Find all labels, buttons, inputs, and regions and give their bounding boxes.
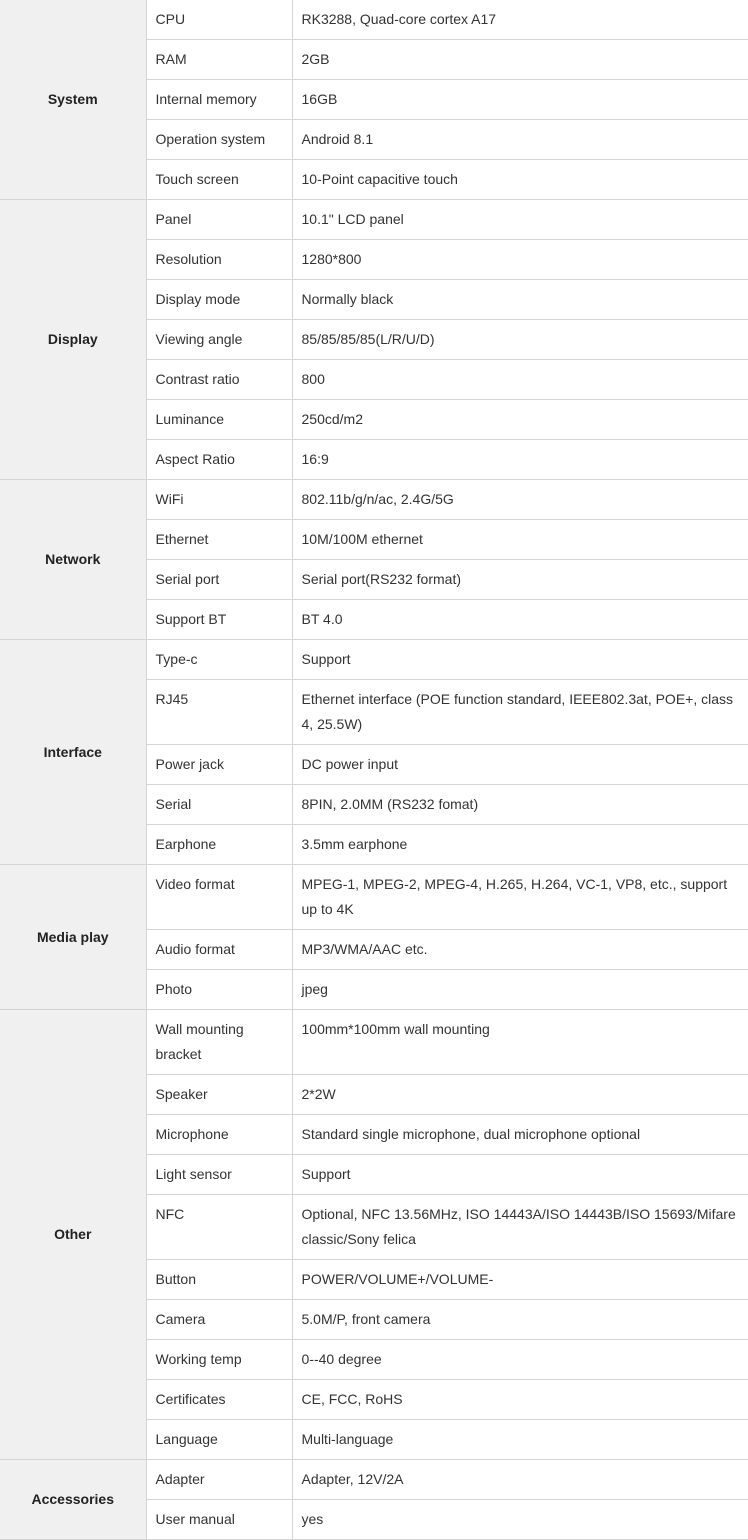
spec-name: Earphone bbox=[146, 825, 292, 865]
spec-name: Language bbox=[146, 1420, 292, 1460]
spec-value: 10-Point capacitive touch bbox=[292, 160, 748, 200]
spec-row bbox=[0, 480, 748, 520]
spec-name: Operation system bbox=[146, 120, 292, 160]
spec-name: NFC bbox=[146, 1195, 292, 1260]
spec-value: Normally black bbox=[292, 280, 748, 320]
group-label-other: Other bbox=[0, 1010, 146, 1460]
spec-row bbox=[0, 1460, 748, 1500]
spec-value: 16GB bbox=[292, 80, 748, 120]
spec-row bbox=[0, 865, 748, 930]
spec-name: Aspect Ratio bbox=[146, 440, 292, 480]
spec-value: Adapter, 12V/2A bbox=[292, 1460, 748, 1500]
spec-value: BT 4.0 bbox=[292, 600, 748, 640]
spec-name: Panel bbox=[146, 200, 292, 240]
spec-value: Ethernet interface (POE function standard, IEEE802.3at, POE+, class 4, 25.5W) bbox=[292, 680, 748, 745]
spec-value: 85/85/85/85(L/R/U/D) bbox=[292, 320, 748, 360]
spec-name: Contrast ratio bbox=[146, 360, 292, 400]
spec-value: Android 8.1 bbox=[292, 120, 748, 160]
spec-name: Resolution bbox=[146, 240, 292, 280]
spec-value: Optional, NFC 13.56MHz, ISO 14443A/ISO 14443B/ISO 15693/Mifare classic/Sony felica bbox=[292, 1195, 748, 1260]
spec-value: 0--40 degree bbox=[292, 1340, 748, 1380]
spec-value: 2*2W bbox=[292, 1075, 748, 1115]
group-label-interface: Interface bbox=[0, 640, 146, 865]
spec-name: Ethernet bbox=[146, 520, 292, 560]
spec-name: Camera bbox=[146, 1300, 292, 1340]
spec-name: Viewing angle bbox=[146, 320, 292, 360]
spec-value: Multi-language bbox=[292, 1420, 748, 1460]
spec-name: Luminance bbox=[146, 400, 292, 440]
spec-name: CPU bbox=[146, 0, 292, 40]
spec-name: Serial port bbox=[146, 560, 292, 600]
spec-name: Photo bbox=[146, 970, 292, 1010]
spec-name: Microphone bbox=[146, 1115, 292, 1155]
spec-value: jpeg bbox=[292, 970, 748, 1010]
spec-name: Adapter bbox=[146, 1460, 292, 1500]
spec-value: 3.5mm earphone bbox=[292, 825, 748, 865]
spec-value: 10.1" LCD panel bbox=[292, 200, 748, 240]
spec-value: 800 bbox=[292, 360, 748, 400]
spec-value: 250cd/m2 bbox=[292, 400, 748, 440]
spec-value: Serial port(RS232 format) bbox=[292, 560, 748, 600]
spec-name: RAM bbox=[146, 40, 292, 80]
spec-name: Video format bbox=[146, 865, 292, 930]
spec-name: Working temp bbox=[146, 1340, 292, 1380]
spec-value: 10M/100M ethernet bbox=[292, 520, 748, 560]
spec-name: Audio format bbox=[146, 930, 292, 970]
group-label-accessories: Accessories bbox=[0, 1460, 146, 1540]
spec-name: Power jack bbox=[146, 745, 292, 785]
spec-name: Speaker bbox=[146, 1075, 292, 1115]
group-label-media-play: Media play bbox=[0, 865, 146, 1010]
spec-value: yes bbox=[292, 1500, 748, 1540]
spec-name: Serial bbox=[146, 785, 292, 825]
spec-value: CE, FCC, RoHS bbox=[292, 1380, 748, 1420]
spec-value: MP3/WMA/AAC etc. bbox=[292, 930, 748, 970]
spec-row bbox=[0, 200, 748, 240]
spec-row bbox=[0, 1010, 748, 1075]
group-label-network: Network bbox=[0, 480, 146, 640]
spec-value: Support bbox=[292, 1155, 748, 1195]
spec-name: Wall mounting bracket bbox=[146, 1010, 292, 1075]
spec-name: Type-c bbox=[146, 640, 292, 680]
group-label-system: System bbox=[0, 0, 146, 200]
spec-name: Touch screen bbox=[146, 160, 292, 200]
spec-value: RK3288, Quad-core cortex A17 bbox=[292, 0, 748, 40]
spec-value: POWER/VOLUME+/VOLUME- bbox=[292, 1260, 748, 1300]
spec-name: Internal memory bbox=[146, 80, 292, 120]
spec-name: WiFi bbox=[146, 480, 292, 520]
spec-row bbox=[0, 0, 748, 40]
spec-value: 5.0M/P, front camera bbox=[292, 1300, 748, 1340]
spec-value: DC power input bbox=[292, 745, 748, 785]
spec-value: MPEG-1, MPEG-2, MPEG-4, H.265, H.264, VC-1, VP8, etc., support up to 4K bbox=[292, 865, 748, 930]
spec-name: User manual bbox=[146, 1500, 292, 1540]
spec-name: Certificates bbox=[146, 1380, 292, 1420]
spec-row bbox=[0, 640, 748, 680]
spec-name: Button bbox=[146, 1260, 292, 1300]
spec-name: Support BT bbox=[146, 600, 292, 640]
spec-name: Light sensor bbox=[146, 1155, 292, 1195]
spec-value: Standard single microphone, dual microphone optional bbox=[292, 1115, 748, 1155]
spec-value: Support bbox=[292, 640, 748, 680]
spec-value: 8PIN, 2.0MM (RS232 fomat) bbox=[292, 785, 748, 825]
spec-value: 100mm*100mm wall mounting bbox=[292, 1010, 748, 1075]
spec-name: Display mode bbox=[146, 280, 292, 320]
spec-value: 16:9 bbox=[292, 440, 748, 480]
group-label-display: Display bbox=[0, 200, 146, 480]
spec-value: 1280*800 bbox=[292, 240, 748, 280]
spec-value: 2GB bbox=[292, 40, 748, 80]
spec-name: RJ45 bbox=[146, 680, 292, 745]
spec-value: 802.11b/g/n/ac, 2.4G/5G bbox=[292, 480, 748, 520]
